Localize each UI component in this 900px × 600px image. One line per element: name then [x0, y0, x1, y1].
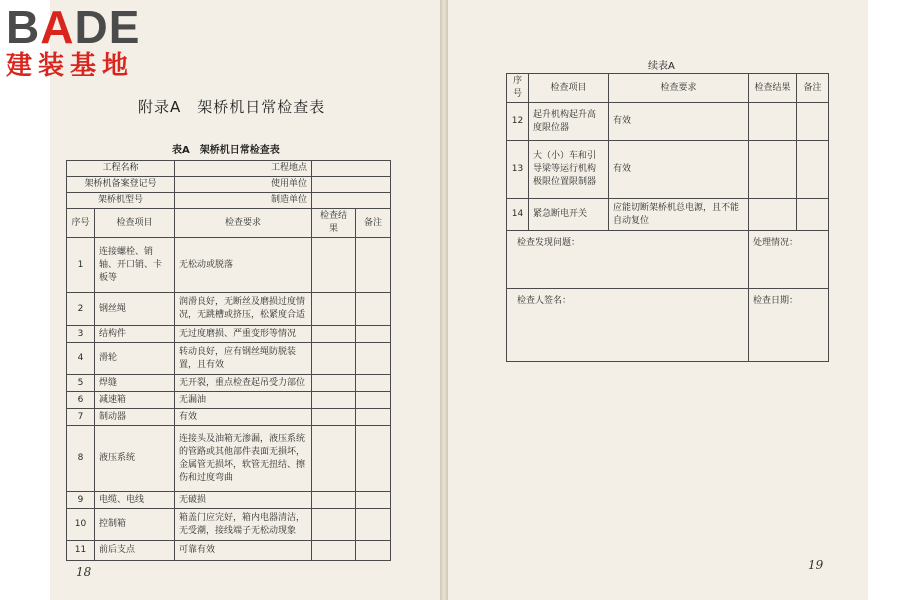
row-no: 13: [507, 141, 529, 199]
info-label: 制造单位: [175, 193, 312, 209]
row-no: 3: [67, 326, 95, 343]
row-req: 无开裂，重点检查起吊受力部位: [175, 375, 312, 392]
col-header-item: 检查项目: [529, 74, 609, 103]
row-item: 大（小）车和引导梁等运行机构极限位置限制器: [529, 141, 609, 199]
row-req: 连接头及油箱无渗漏，液压系统的管路或其他部件表面无損坏，金属管无损坏，软管无扭结、擦伤和过度弯曲: [175, 426, 312, 492]
inspection-table-right: [506, 73, 829, 362]
row-note: [797, 103, 829, 141]
logo-subtitle: 建装基地: [6, 51, 135, 81]
book-spine: [440, 0, 448, 600]
table-row: [67, 426, 391, 492]
info-label: 工程地点: [175, 161, 312, 177]
row-result: [312, 426, 356, 492]
row-no: 10: [67, 509, 95, 541]
row-req: 有效: [175, 409, 312, 426]
row-item: 焊缝: [95, 375, 175, 392]
info-label: 使用单位: [175, 177, 312, 193]
row-note: [356, 541, 391, 561]
row-result: [312, 326, 356, 343]
row-no: 9: [67, 492, 95, 509]
row-note: [356, 326, 391, 343]
header-row: [507, 74, 829, 103]
col-header-no: 序号: [67, 209, 95, 238]
table-row: [67, 409, 391, 426]
table-row: [67, 541, 391, 561]
header-row: [67, 209, 391, 238]
logo-accent-letter: A: [40, 1, 75, 53]
row-req: 有效: [609, 103, 749, 141]
row-item: 减速箱: [95, 392, 175, 409]
row-req: 箱盖门应完好，箱内电器清洁，无受潮，接线端子无松动现象: [175, 509, 312, 541]
row-no: 8: [67, 426, 95, 492]
row-no: 7: [67, 409, 95, 426]
row-req: 可靠有效: [175, 541, 312, 561]
row-note: [356, 343, 391, 375]
row-item: 结构件: [95, 326, 175, 343]
row-item: 制动器: [95, 409, 175, 426]
col-header-result: 检查结果: [312, 209, 356, 238]
row-req: 应能切断架桥机总电源，且不能自动复位: [609, 199, 749, 231]
col-header-note: 备注: [356, 209, 391, 238]
row-req: 无漏油: [175, 392, 312, 409]
inspector-signature-label: 检查人签名：: [507, 289, 749, 362]
col-header-result: 检查结果: [749, 74, 797, 103]
row-result: [749, 103, 797, 141]
row-no: 12: [507, 103, 529, 141]
row-item: 滑轮: [95, 343, 175, 375]
col-header-note: 备注: [797, 74, 829, 103]
row-req: 无过度磨损、严重变形等情况: [175, 326, 312, 343]
row-no: 11: [67, 541, 95, 561]
table-row: [67, 293, 391, 326]
page-number-right: 19: [808, 558, 824, 572]
handling-label: 处理情况：: [749, 231, 829, 289]
col-header-req: 检查要求: [609, 74, 749, 103]
row-note: [356, 375, 391, 392]
row-item: 前后支点: [95, 541, 175, 561]
page-number-left: 18: [76, 565, 92, 579]
table-row: [67, 392, 391, 409]
row-no: 2: [67, 293, 95, 326]
row-no: 1: [67, 238, 95, 293]
row-note: [356, 509, 391, 541]
row-item: 液压系统: [95, 426, 175, 492]
row-no: 14: [507, 199, 529, 231]
row-note: [797, 141, 829, 199]
watermark-logo: [6, 1, 176, 86]
row-item: 电缆、电线: [95, 492, 175, 509]
row-note: [797, 199, 829, 231]
row-item: 紧急断电开关: [529, 199, 609, 231]
info-row: [67, 193, 391, 209]
row-result: [312, 509, 356, 541]
row-req: 有效: [609, 141, 749, 199]
row-note: [356, 392, 391, 409]
row-result: [312, 409, 356, 426]
row-item: 钢丝绳: [95, 293, 175, 326]
found-problem-label: 检查发现问题：: [507, 231, 749, 289]
row-result: [749, 141, 797, 199]
row-result: [312, 392, 356, 409]
findings-row: [507, 231, 829, 289]
row-note: [356, 293, 391, 326]
row-no: 5: [67, 375, 95, 392]
row-result: [312, 238, 356, 293]
logo-brand: BADE: [6, 1, 141, 53]
info-row: [67, 161, 391, 177]
row-result: [312, 541, 356, 561]
inspection-date-label: 检查日期：: [749, 289, 829, 362]
table-row: [507, 103, 829, 141]
row-req: 转动良好，应有钢丝绳防脱装置，且有效: [175, 343, 312, 375]
table-row: [67, 326, 391, 343]
row-no: 4: [67, 343, 95, 375]
table-caption-right: 续表A: [648, 61, 675, 72]
row-result: [312, 492, 356, 509]
inspection-table-left: [66, 160, 391, 561]
row-req: 无松动或脱落: [175, 238, 312, 293]
row-item: 控制箱: [95, 509, 175, 541]
table-row: [507, 141, 829, 199]
row-req: 润滑良好，无断丝及磨损过度情况，无跳槽或挤压，松紧度合适: [175, 293, 312, 326]
row-note: [356, 409, 391, 426]
table-row: [67, 492, 391, 509]
info-label: 工程名称: [67, 161, 175, 177]
info-row: [67, 177, 391, 193]
table-row: [67, 343, 391, 375]
row-note: [356, 238, 391, 293]
table-row: [67, 375, 391, 392]
appendix-title: 附录A 架桥机日常检查表: [138, 98, 326, 116]
row-req: 无破损: [175, 492, 312, 509]
row-result: [749, 199, 797, 231]
row-item: 连接螺栓、销轴、开口销、卡板等: [95, 238, 175, 293]
signature-row: [507, 289, 829, 362]
row-item: 起升机构起升高度限位器: [529, 103, 609, 141]
col-header-no: 序号: [507, 74, 529, 103]
table-caption-left: 表A 架桥机日常检查表: [172, 145, 280, 156]
table-row: [67, 238, 391, 293]
row-no: 6: [67, 392, 95, 409]
table-row: [67, 509, 391, 541]
row-result: [312, 375, 356, 392]
row-result: [312, 343, 356, 375]
col-header-req: 检查要求: [175, 209, 312, 238]
info-label: 架桥机型号: [67, 193, 175, 209]
row-result: [312, 293, 356, 326]
table-row: [507, 199, 829, 231]
row-note: [356, 426, 391, 492]
row-note: [356, 492, 391, 509]
info-label: 架桥机备案登记号: [67, 177, 175, 193]
col-header-item: 检查项目: [95, 209, 175, 238]
